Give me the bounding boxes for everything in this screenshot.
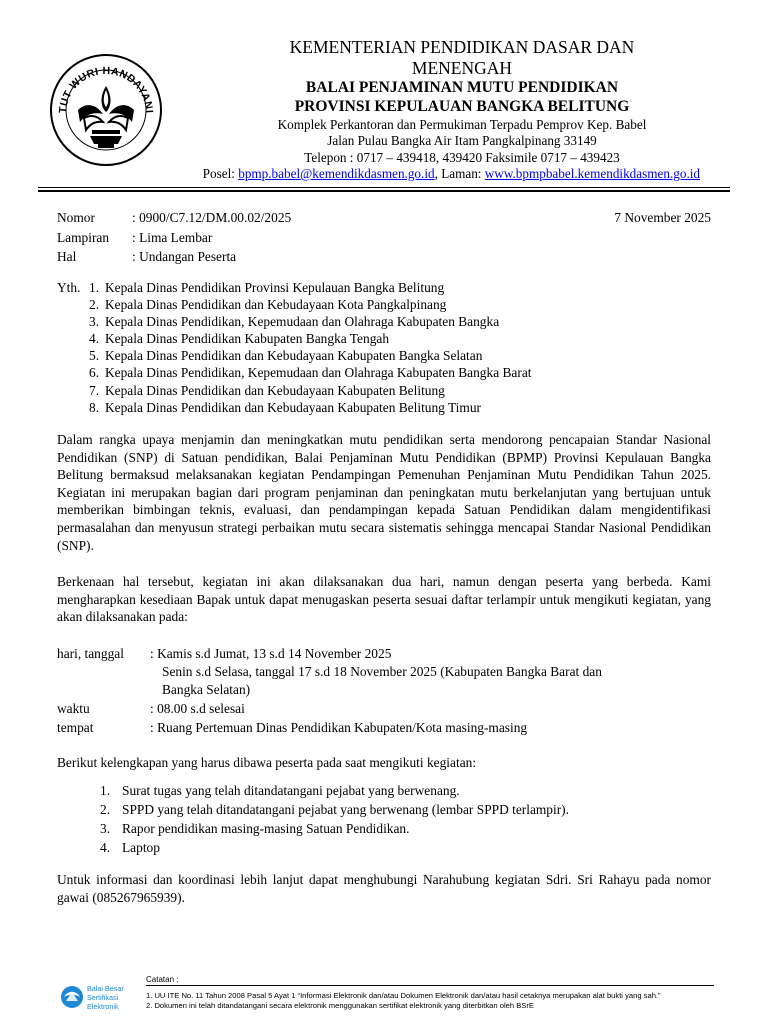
schedule-place-label: tempat (57, 720, 94, 735)
paragraph-requirements-intro: Berikut kelengkapan yang harus dibawa peserta pada saat mengikuti kegiatan: (57, 755, 477, 770)
nomor-value: : 0900/C7.12/DM.00.02/2025 (132, 210, 292, 225)
lampiran-value: : Lima Lembar (132, 230, 213, 245)
footer-note-1: 1. UU ITE No. 11 Tahun 2008 Pasal 5 Ayat 1 “Informasi Elektronik dan/atau Dokumen Elektronik dan/atau hasil cetaknya merupakan alat bukti yang sah.” (146, 991, 661, 1000)
lampiran-label: Lampiran (57, 230, 110, 245)
tut-wuri-handayani-logo (48, 52, 164, 168)
schedule-day-value2: Senin s.d Selasa, tanggal 17 s.d 18 November 2025 (Kabupaten Bangka Barat dan (162, 664, 602, 679)
list-item: 4. Kepala Dinas Pendidikan Kabupaten Bangka Tengah (89, 331, 390, 347)
ministry-name-line1: KEMENTERIAN PENDIDIKAN DASAR DAN (289, 37, 635, 57)
hal-label: Hal (57, 249, 77, 264)
list-item: 2. Kepala Dinas Pendidikan dan Kebudayaan Kota Pangkalpinang (89, 297, 447, 313)
recipient-prefix: Yth. (57, 280, 81, 295)
ministry-name-line2: MENENGAH (411, 58, 513, 78)
schedule-day-label: hari, tanggal (57, 646, 124, 661)
bsre-logo (58, 980, 158, 1014)
footer-note-2: 2. Dokumen ini telah ditandatangani secara elektronik menggunakan sertifikat elektronik yang diterbitkan oleh BSrE (146, 1001, 534, 1010)
phone-line: Telepon : 0717 – 439418, 439420 Faksimile 0717 – 439423 (304, 150, 620, 165)
svg-text:TUT WURI HANDAYANI: TUT WURI HANDAYANI (56, 64, 156, 114)
schedule-time-value: : 08.00 s.d selesai (150, 701, 245, 716)
list-item: 3. Kepala Dinas Pendidikan, Kepemudaan dan Olahraga Kabupaten Bangka (89, 314, 500, 330)
paragraph-contact: Untuk informasi dan koordinasi lebih lanjut dapat menghubungi Narahubung kegiatan Sdri. Sri Rahayu pada nomor gawai (085267965939). (57, 872, 711, 905)
agency-name-line1: BALAI PENJAMINAN MUTU PENDIDIKAN (305, 79, 619, 96)
email-label: Posel: (202, 166, 239, 181)
paragraph-schedule-intro: Berkenaan hal tersebut, kegiatan ini akan dilaksanakan dua hari, namun dengan peserta yang berbeda. Kami mengharapkan kesediaan Bapak untuk dapat menugaskan peserta sesuai daftar terlampir untuk mengikuti kegiatan, yang akan dilaksanakan pada: (57, 574, 711, 625)
letter-date: 7 November 2025 (614, 210, 711, 225)
bsre-line2: Sertifikasi (87, 993, 119, 1002)
contact-line (150, 166, 700, 181)
bsre-line1: Balai Besar (87, 984, 124, 993)
footer-note-title: Catatan : (146, 975, 179, 984)
list-item: 5. Kepala Dinas Pendidikan dan Kebudayaan Kabupaten Bangka Selatan (89, 348, 483, 364)
letterhead-divider (38, 187, 730, 188)
address-line2: Jalan Pulau Bangka Air Itam Pangkalpinang 33149 (327, 133, 597, 148)
schedule-time-label: waktu (57, 701, 90, 716)
schedule-day-value1: : Kamis s.d Jumat, 13 s.d 14 November 2025 (150, 646, 392, 661)
recipient-list (57, 279, 717, 416)
list-item: 6. Kepala Dinas Pendidikan, Kepemudaan dan Olahraga Kabupaten Bangka Barat (89, 365, 532, 381)
email-link[interactable]: bpmp.babel@kemendikdasmen.go.id (238, 166, 435, 181)
schedule-day-value3: Bangka Selatan) (162, 682, 251, 697)
footer-notes (146, 991, 661, 1011)
letterhead-divider-thick (38, 190, 730, 192)
footer-divider (146, 985, 714, 986)
bsre-line3: Elektronik (87, 1002, 119, 1011)
list-item: 1. Kepala Dinas Pendidikan Provinsi Kepulauan Bangka Belitung (89, 280, 445, 295)
paragraph-intro: Dalam rangka upaya menjamin dan meningkatkan mutu pendidikan serta mendorong pencapaian Standar Nasional Pendidikan (SNP) di Satuan pendidikan, Balai Penjaminan Mutu Pendidikan (BPMP) Provinsi Kepulauan Bangka Belitung bermaksud melaksanakan kegiatan Pendampingan Pemenuhan Penjaminan Mutu Pendidikan Tahun 2025. Kegiatan ini merupakan bagian dari program penjaminan dan peningkatan mutu berkelanjutan yang bertujuan untuk memberikan bimbingan teknis, evaluasi, dan pendampingan kepada Satuan Pendidikan dalam mengidentifikasi permasalahan dan menyusun strategi perbaikan mutu secara sistematis sehingga mencapai Standar Nasional Pendidikan (SNP). (57, 432, 711, 553)
website-link[interactable]: www.bpmpbabel.kemendikdasmen.go.id (484, 166, 700, 181)
website-label: , Laman: (434, 166, 485, 181)
agency-name-line2: PROVINSI KEPULAUAN BANGKA BELITUNG (294, 98, 630, 115)
list-item: 8. Kepala Dinas Pendidikan dan Kebudayaan Kabupaten Belitung Timur (89, 399, 481, 415)
address-line1: Komplek Perkantoran dan Permukiman Terpadu Pemprov Kep. Babel (277, 117, 647, 132)
hal-value: : Undangan Peserta (132, 249, 237, 264)
list-item: 7. Kepala Dinas Pendidikan dan Kebudayaan Kabupaten Belitung (89, 382, 445, 398)
nomor-label: Nomor (57, 210, 95, 225)
schedule-place-value: : Ruang Pertemuan Dinas Pendidikan Kabupaten/Kota masing-masing (150, 720, 528, 735)
